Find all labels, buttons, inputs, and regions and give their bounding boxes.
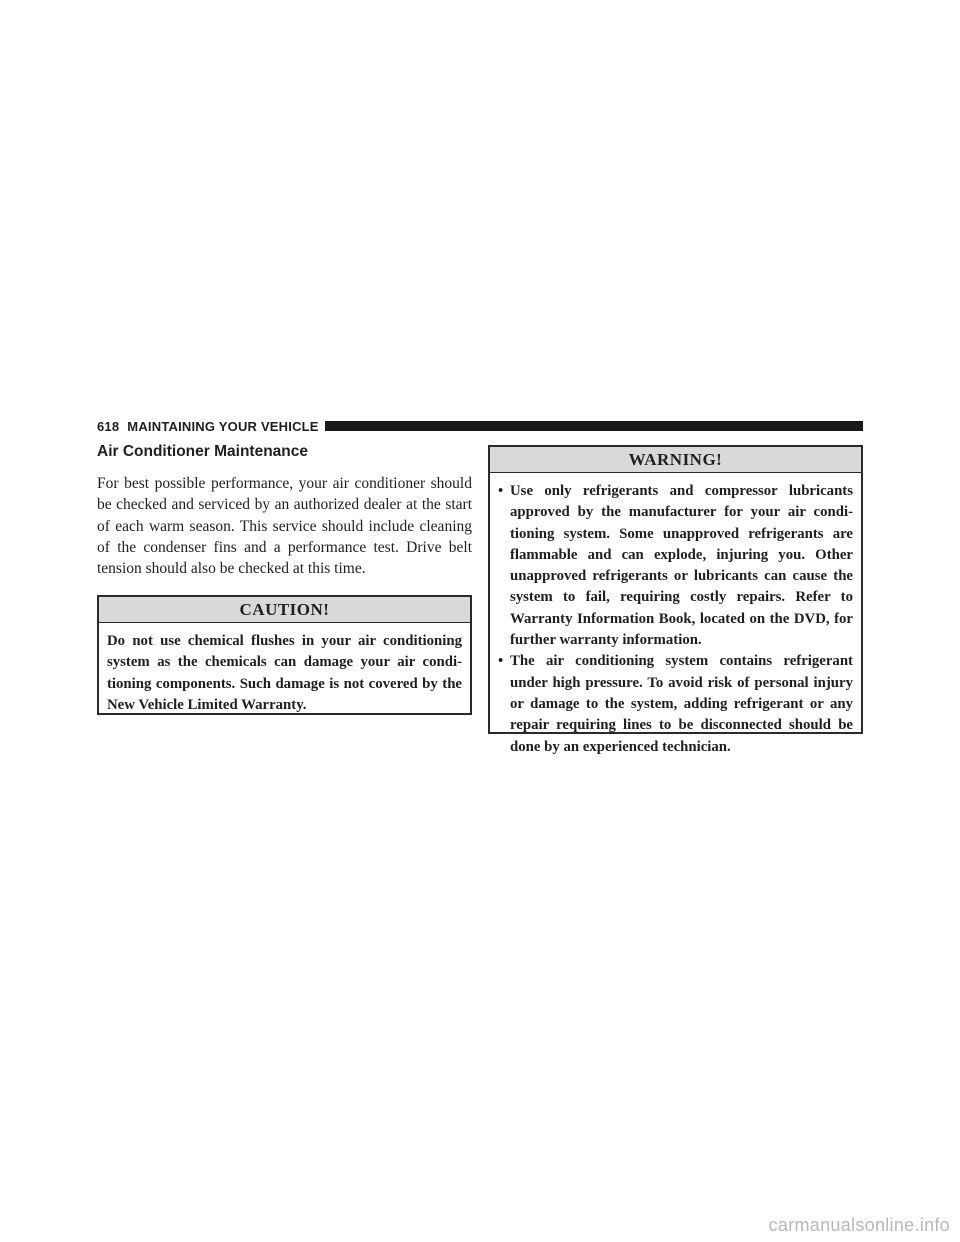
warning-item-text: Use only refrigerants and compressor lubricants approved by the manufacturer for your air condi-tioning system. Some unapproved refrigerants are flammable and can explode, injuring you. Other unapproved refrigerants or lubricants can cause the system to fail, requiring costly repairs. Refer to Warranty Information Book, located on the DVD, for further warranty information. xyxy=(510,483,853,649)
bullet-icon: • xyxy=(498,483,504,499)
caution-box xyxy=(97,595,472,715)
page-number: 618 xyxy=(97,418,120,434)
warning-box xyxy=(488,445,863,755)
page-header xyxy=(97,416,863,436)
section-heading: Air Conditioner Maintenance xyxy=(97,443,308,460)
warning-list xyxy=(490,473,861,758)
body-paragraph: For best possible performance, your air conditioner should be checked and serviced by an authorized dealer at the start of each warm season. This service should include cleaning of the condenser fins and a performance test. Drive belt tension should also be checked at this time. xyxy=(97,475,472,578)
warning-title: WARNING! xyxy=(490,447,861,473)
left-column xyxy=(97,441,472,579)
section-name: MAINTAINING YOUR VEHICLE xyxy=(127,418,319,434)
bullet-icon: • xyxy=(498,653,504,670)
header-rule xyxy=(325,421,863,431)
warning-item xyxy=(498,651,853,757)
caution-title: CAUTION! xyxy=(99,597,470,623)
watermark: carmanualsonline.info xyxy=(768,1215,950,1235)
warning-item-text: The air conditioning system contains refrigerant under high pressure. To avoid risk of personal injury or damage to the system, adding refrigerant or any repair requiring lines to be disconnected should be done by an experienced technician. xyxy=(510,653,853,755)
warning-item xyxy=(498,481,853,651)
caution-text: Do not use chemical flushes in your air conditioning system as the chemicals can damage your air condi-tioning components. Such damage is not covered by the New Vehicle Limited Warranty. xyxy=(107,633,462,713)
